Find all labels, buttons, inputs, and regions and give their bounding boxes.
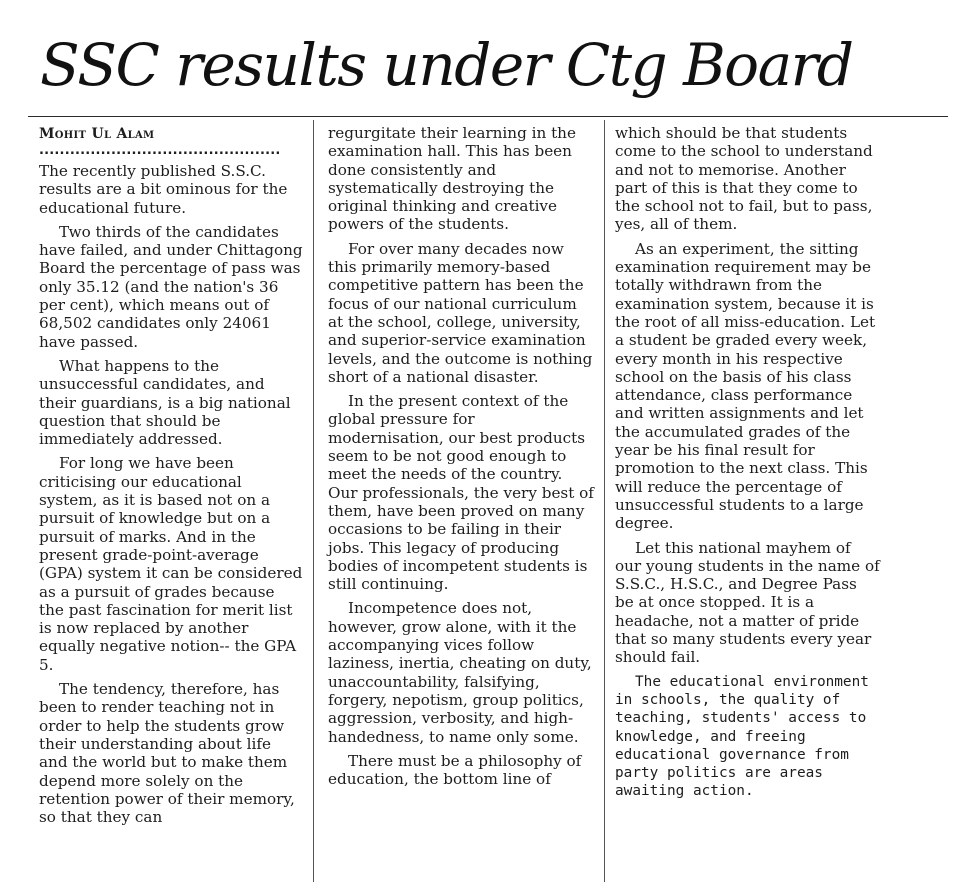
paragraph: The tendency, therefore, has been to render teaching not in order to help the students grow their understanding about life and the world but to make them depend more solely on the retention power of their memory, so that they can <box>39 680 295 827</box>
byline: Mohit Ul Alam <box>39 126 155 142</box>
headline-rule <box>28 116 948 117</box>
byline-separator: ............................................... <box>39 143 281 158</box>
paragraph: The recently published S.S.C. results are a bit ominous for the educational future. <box>39 162 288 217</box>
paragraph: Two thirds of the candidates have failed, and under Chittagong Board the percentage of pass was only 35.12 (and the nation's 36 per cent), which means out of 68,502 candidates only 24061 have passed. <box>39 222 303 351</box>
headline: SSC results under Ctg Board <box>40 31 853 99</box>
article-column-1 <box>39 124 303 832</box>
column-divider <box>604 120 605 882</box>
paragraph: regurgitate their learning in the examination hall. This has been done consistently and systematically destroying the original thinking and creative powers of the students. <box>328 124 576 234</box>
paragraph: As an experiment, the sitting examination requirement may be totally withdrawn from the examination system, because it is the root of all miss-education. Let a student be graded every week, every month in his respective school on the basis of his class attendance, class performance and written assignments and let the accumulated grades of the year be his final result for promotion to the next class. This will reduce the percentage of unsuccessful students to a large degree. <box>615 239 876 533</box>
paragraph: There must be a philosophy of education, the bottom line of <box>328 751 582 789</box>
paragraph: which should be that students come to the school to understand and not to memorise. Another part of this is that they come to the school not to fail, but to pass, yes, all of them. <box>615 124 873 234</box>
paragraph: Incompetence does not, however, grow alone, with it the accompanying vices follow laziness, inertia, cheating on duty, unaccountability, falsifying, forgery, nepotism, group politics, aggression, verbosity, and high-handedness, to name only some. <box>328 599 592 746</box>
article-column-3 <box>615 124 880 807</box>
paragraph: Let this national mayhem of our young students in the name of S.S.C., H.S.C., and Degree Pass be at once stopped. It is a headache, not a matter of pride that so many students every year should fail. <box>615 538 880 667</box>
paragraph: For over many decades now this primarily memory-based competitive pattern has been the focus of our national curriculum at the school, college, university, and superior-service examination levels, and the outcome is nothing short of a national disaster. <box>328 239 593 386</box>
column-divider <box>313 120 314 882</box>
paragraph: For long we have been criticising our educational system, as it is based not on a pursuit of knowledge but on a pursuit of marks. And in the present grade-point-average (GPA) system it can be considered as a pursuit of grades because the past fascination for merit list is now replaced by another equally negative notion-- the GPA 5. <box>39 454 303 674</box>
paragraph: The educational environment in schools, the quality of teaching, students' access to knowledge, and freeing educational governance from party politics are areas awaiting action. <box>615 673 869 800</box>
paragraph: What happens to the unsuccessful candidates, and their guardians, is a big national question that should be immediately addressed. <box>39 356 291 449</box>
paragraph: In the present context of the global pressure for modernisation, our best products seem to be not good enough to meet the needs of the country. Our professionals, the very best of them, have been proved on many occasions to be failing in their jobs. This legacy of producing bodies of incompetent students is still continuing. <box>328 392 594 594</box>
article-column-2 <box>328 124 594 794</box>
